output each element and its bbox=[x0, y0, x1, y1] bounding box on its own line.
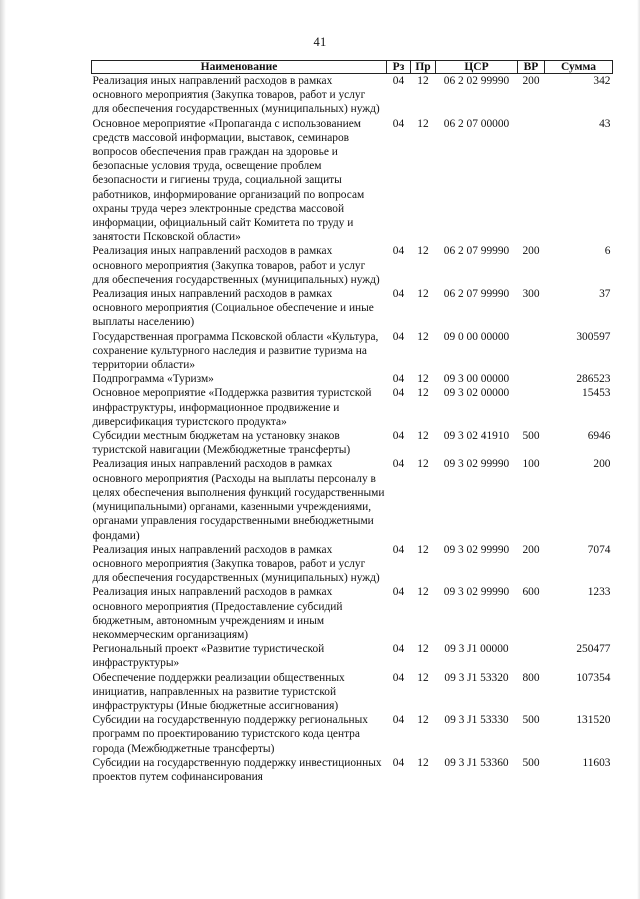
row-name: Реализация иных направлений расходов в рамках основного мероприятия (Расходы на выплаты персоналу в целях обеспечения выполнения функций государственными (муниципальными) органами, казенными учреждениями, органами управления государственными внебюджетными фондами) bbox=[92, 458, 385, 542]
row-rz: 04 bbox=[392, 714, 405, 727]
budget-table bbox=[91, 60, 613, 784]
table-row bbox=[92, 330, 613, 373]
header-sum: Сумма bbox=[545, 61, 613, 74]
row-rz: 04 bbox=[392, 756, 405, 769]
row-name: Реализация иных направлений расходов в рамках основного мероприятия (Предоставление субсидий бюджетным, автономным учреждениям и иным некоммерческим организациям) bbox=[92, 586, 343, 641]
row-vr: 100 bbox=[522, 458, 540, 471]
table-row bbox=[92, 372, 613, 386]
row-rz: 04 bbox=[392, 117, 405, 130]
row-csr: 09 3 02 99990 bbox=[443, 458, 510, 471]
row-csr: 06 2 02 99990 bbox=[443, 75, 510, 87]
row-csr: 09 3 02 00000 bbox=[443, 387, 510, 400]
row-rz: 04 bbox=[392, 543, 405, 556]
row-rz: 04 bbox=[392, 330, 405, 343]
row-pr: 12 bbox=[417, 373, 429, 386]
row-sum: 107354 bbox=[576, 671, 611, 684]
row-rz: 04 bbox=[392, 373, 405, 386]
row-vr: 800 bbox=[522, 671, 540, 684]
row-rz: 04 bbox=[392, 288, 405, 301]
row-vr: 500 bbox=[522, 714, 540, 727]
row-vr bbox=[518, 117, 545, 245]
header-row bbox=[92, 61, 613, 74]
table-row bbox=[92, 543, 613, 586]
row-sum: 11603 bbox=[582, 756, 611, 769]
row-pr: 12 bbox=[417, 245, 429, 258]
row-vr bbox=[518, 330, 545, 373]
row-name: Региональный проект «Развитие туристической инфраструктуры» bbox=[92, 643, 325, 670]
row-rz: 04 bbox=[392, 245, 405, 258]
header-pr: Пр bbox=[411, 61, 436, 74]
row-name: Подпрограмма «Туризм» bbox=[92, 373, 214, 386]
header-rz: Рз bbox=[387, 61, 411, 74]
table-row bbox=[92, 671, 613, 714]
table-row bbox=[92, 74, 613, 117]
row-sum: 131520 bbox=[576, 714, 611, 727]
table-row bbox=[92, 457, 613, 542]
row-pr: 12 bbox=[417, 288, 429, 301]
row-sum: 37 bbox=[599, 288, 611, 301]
table-row bbox=[92, 287, 613, 330]
row-sum: 6946 bbox=[587, 430, 611, 443]
row-sum: 15453 bbox=[582, 387, 611, 400]
row-pr: 12 bbox=[417, 714, 429, 727]
row-pr: 12 bbox=[417, 430, 429, 443]
table-row bbox=[92, 429, 613, 457]
row-sum: 200 bbox=[593, 458, 611, 471]
row-vr bbox=[518, 642, 545, 670]
table-row bbox=[92, 642, 613, 670]
row-vr bbox=[518, 372, 545, 386]
row-sum: 43 bbox=[599, 117, 611, 130]
row-rz: 04 bbox=[392, 643, 405, 656]
row-name: Реализация иных направлений расходов в рамках основного мероприятия (Закупка товаров, работ и услуг для обеспечения государственных (муниципальных) нужд) bbox=[92, 75, 380, 116]
row-csr: 06 2 07 00000 bbox=[443, 117, 510, 130]
row-rz: 04 bbox=[392, 458, 405, 471]
row-sum: 1233 bbox=[587, 586, 611, 599]
row-csr: 09 3 J1 53320 bbox=[444, 671, 509, 684]
row-vr bbox=[518, 386, 545, 429]
row-vr: 500 bbox=[522, 756, 540, 769]
row-name: Реализация иных направлений расходов в рамках основного мероприятия (Социальное обеспечение и иные выплаты населению) bbox=[92, 288, 374, 329]
header-name: Наименование bbox=[92, 61, 387, 74]
table-row bbox=[92, 713, 613, 756]
row-rz: 04 bbox=[392, 430, 405, 443]
row-sum: 286523 bbox=[576, 373, 611, 386]
row-sum: 342 bbox=[593, 75, 611, 87]
row-sum: 250477 bbox=[576, 643, 611, 656]
row-pr: 12 bbox=[417, 117, 429, 130]
table-row bbox=[92, 117, 613, 245]
row-name: Субсидии на государственную поддержку инвестиционных проектов путем софинансирования bbox=[92, 756, 382, 783]
page-number: 41 bbox=[313, 35, 327, 49]
table-row bbox=[92, 585, 613, 642]
row-csr: 09 3 J1 53330 bbox=[444, 714, 509, 727]
row-rz: 04 bbox=[392, 75, 405, 87]
table-row bbox=[92, 244, 613, 287]
row-pr: 12 bbox=[417, 543, 429, 556]
row-name: Субсидии местным бюджетам на установку знаков туристской навигации (Межбюджетные трансферты) bbox=[92, 430, 351, 457]
header-csr: ЦСР bbox=[436, 61, 518, 74]
row-vr: 600 bbox=[522, 586, 540, 599]
row-vr: 200 bbox=[522, 543, 540, 556]
row-sum: 7074 bbox=[587, 543, 611, 556]
row-csr: 09 3 02 99990 bbox=[443, 586, 510, 599]
row-sum: 6 bbox=[604, 245, 611, 258]
row-csr: 09 0 00 00000 bbox=[443, 330, 510, 343]
row-csr: 09 3 J1 53360 bbox=[444, 756, 509, 769]
row-pr: 12 bbox=[417, 586, 429, 599]
row-name: Субсидии на государственную поддержку региональных программ по проектированию туристского кода центра города (Межбюджетные трансферты) bbox=[92, 714, 368, 755]
header-vr: ВР bbox=[518, 61, 545, 74]
row-pr: 12 bbox=[417, 387, 429, 400]
table-header bbox=[92, 61, 613, 74]
row-pr: 12 bbox=[417, 756, 429, 769]
row-csr: 06 2 07 99990 bbox=[443, 288, 510, 301]
scan-edge-left bbox=[0, 0, 6, 899]
row-csr: 06 2 07 99990 bbox=[443, 245, 510, 258]
row-rz: 04 bbox=[392, 671, 405, 684]
row-name: Обеспечение поддержки реализации общественных инициатив, направленных на развитие туристской инфраструктуры (Иные бюджетные ассигнования) bbox=[92, 671, 345, 712]
row-pr: 12 bbox=[417, 671, 429, 684]
row-pr: 12 bbox=[417, 75, 429, 87]
row-name: Основное мероприятие «Пропаганда с использованием средств массовой информации, выставок, семинаров вопросов обеспечения прав граждан на здоровье и безопасные условия труда, освещение проблем безопасности и гигиены труда, социальной защиты работников, информирование организаций по вопросам охраны труда через электронные средства массовой информации, официальный сайт Комитета по труду и занятости Псковской области» bbox=[92, 117, 365, 244]
row-vr: 200 bbox=[522, 245, 540, 258]
table-row bbox=[92, 386, 613, 429]
row-rz: 04 bbox=[392, 387, 405, 400]
row-pr: 12 bbox=[417, 330, 429, 343]
row-sum: 300597 bbox=[576, 330, 611, 343]
table-body bbox=[92, 74, 613, 785]
row-csr: 09 3 02 41910 bbox=[443, 430, 510, 443]
row-csr: 09 3 00 00000 bbox=[443, 373, 510, 386]
table-row bbox=[92, 756, 613, 784]
row-vr: 300 bbox=[522, 288, 540, 301]
row-csr: 09 3 02 99990 bbox=[443, 543, 510, 556]
row-vr: 200 bbox=[522, 75, 540, 87]
row-rz: 04 bbox=[392, 586, 405, 599]
row-pr: 12 bbox=[417, 458, 429, 471]
row-name: Реализация иных направлений расходов в рамках основного мероприятия (Закупка товаров, работ и услуг для обеспечения государственных (муниципальных) нужд) bbox=[92, 543, 380, 585]
row-name: Государственная программа Псковской области «Культура, сохранение культурного наследия и развитие туризма на территории области» bbox=[92, 330, 379, 372]
row-pr: 12 bbox=[417, 643, 429, 656]
row-name: Реализация иных направлений расходов в рамках основного мероприятия (Закупка товаров, работ и услуг для обеспечения государственных (муниципальных) нужд) bbox=[92, 245, 380, 286]
row-name: Основное мероприятие «Поддержка развития туристской инфраструктуры, информационное продвижение и диверсификация туристского продукта» bbox=[92, 387, 372, 428]
row-csr: 09 3 J1 00000 bbox=[444, 643, 509, 656]
row-vr: 500 bbox=[522, 430, 540, 443]
